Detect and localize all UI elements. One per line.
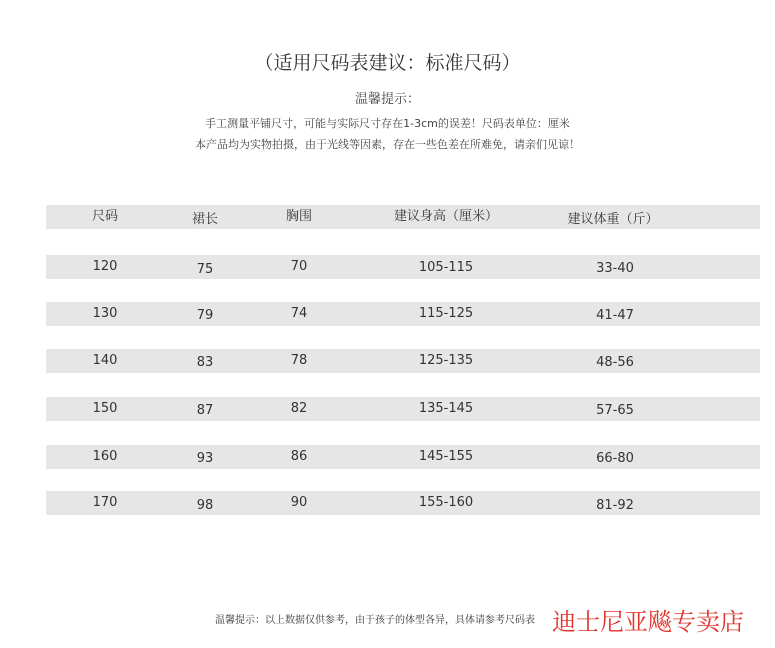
table-row xyxy=(46,255,760,279)
table-row xyxy=(46,302,760,326)
page-title: （适用尺码表建议：标准尺码） xyxy=(254,52,521,74)
cell-height: 135-145 xyxy=(418,401,474,416)
cell-size: 170 xyxy=(92,495,118,510)
table-row xyxy=(46,445,760,469)
tip-label: 温馨提示： xyxy=(354,92,420,107)
column-header-bust: 胸围 xyxy=(285,209,313,224)
cell-weight: 81-92 xyxy=(596,498,634,513)
cell-bust: 90 xyxy=(290,495,308,510)
cell-size: 120 xyxy=(92,259,118,274)
tip-line-color: 本产品均为实物拍摄，由于光线等因素，存在一些色差在所难免，请亲们见谅！ xyxy=(195,138,580,151)
cell-bust: 70 xyxy=(290,259,308,274)
footer-note: 温馨提示：以上数据仅供参考，由于孩子的体型各异，具体请参考尺码表 xyxy=(215,615,535,626)
tip-line-measurement: 手工测量平铺尺寸，可能与实际尺寸存在1-3cm的误差！尺码表单位：厘米 xyxy=(205,117,570,130)
cell-height: 125-135 xyxy=(418,353,474,368)
cell-size: 140 xyxy=(92,353,118,368)
cell-weight: 48-56 xyxy=(596,355,634,370)
table-row xyxy=(46,349,760,373)
cell-size: 160 xyxy=(92,449,118,464)
cell-dress-length: 87 xyxy=(196,403,214,418)
table-row xyxy=(46,491,760,515)
cell-height: 155-160 xyxy=(418,495,474,510)
column-header-height: 建议身高（厘米） xyxy=(393,209,499,224)
cell-bust: 78 xyxy=(290,353,308,368)
column-header-weight: 建议体重（斤） xyxy=(567,212,659,227)
cell-height: 115-125 xyxy=(418,306,474,321)
cell-bust: 86 xyxy=(290,449,308,464)
column-header-size: 尺码 xyxy=(91,209,119,224)
cell-weight: 41-47 xyxy=(596,308,634,323)
cell-size: 150 xyxy=(92,401,118,416)
table-header-row xyxy=(46,205,760,229)
column-header-dress-length: 裙长 xyxy=(191,212,219,227)
cell-bust: 82 xyxy=(290,401,308,416)
cell-dress-length: 79 xyxy=(196,308,214,323)
cell-weight: 66-80 xyxy=(596,451,634,466)
table-row xyxy=(46,397,760,421)
cell-bust: 74 xyxy=(290,306,308,321)
cell-height: 145-155 xyxy=(418,449,474,464)
cell-weight: 57-65 xyxy=(596,403,634,418)
cell-height: 105-115 xyxy=(418,260,474,275)
cell-dress-length: 98 xyxy=(196,498,214,513)
cell-dress-length: 93 xyxy=(196,451,214,466)
cell-weight: 33-40 xyxy=(596,261,634,276)
cell-dress-length: 75 xyxy=(196,262,214,277)
cell-dress-length: 83 xyxy=(196,355,214,370)
cell-size: 130 xyxy=(92,306,118,321)
store-watermark: 迪士尼亚飚专卖店 xyxy=(552,608,744,636)
